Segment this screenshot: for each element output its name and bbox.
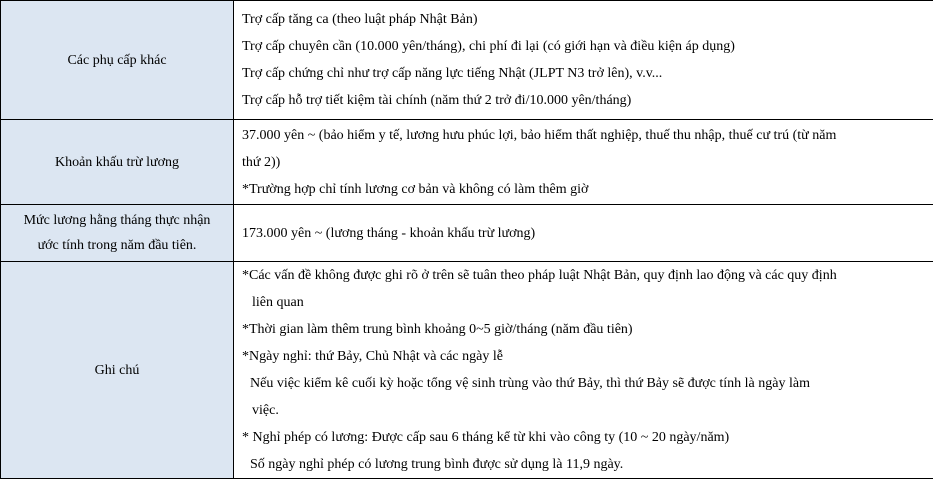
table-row-estimated-net-salary bbox=[1, 205, 933, 262]
allowance-savings: Trợ cấp hỗ trợ tiết kiệm tài chính (năm thứ 2 trở đi/10.000 yên/tháng) bbox=[242, 93, 632, 108]
table-row-other-allowances bbox=[1, 1, 933, 120]
table-row-salary-deductions bbox=[1, 120, 933, 205]
note-saturday-line-2: việc. bbox=[252, 403, 279, 418]
row-value-notes bbox=[234, 262, 933, 479]
net-salary-amount: 173.000 yên ~ (lương tháng - khoản khấu trừ lương) bbox=[242, 225, 536, 241]
row-label-notes: Ghi chú bbox=[1, 262, 234, 479]
table-row-notes bbox=[1, 262, 933, 479]
note-paid-leave: * Nghỉ phép có lương: Được cấp sau 6 tháng kể từ khi vào công ty (10 ~ 20 ngày/năm) bbox=[242, 430, 730, 445]
row-label-other-allowances: Các phụ cấp khác bbox=[1, 1, 234, 120]
allowance-certificate: Trợ cấp chứng chỉ như trợ cấp năng lực tiếng Nhật (JLPT N3 trở lên), v.v... bbox=[242, 66, 663, 81]
deduction-amount-line-2: thứ 2)) bbox=[242, 154, 281, 170]
allowance-overtime: Trợ cấp tăng ca (theo luật pháp Nhật Bản) bbox=[242, 12, 478, 27]
note-saturday-line-1: Nếu việc kiểm kê cuối kỳ hoặc tổng vệ sinh trùng vào thứ Bảy, thì thứ Bảy sẽ được tính là ngày làm bbox=[250, 376, 810, 391]
deduction-amount-line-1: 37.000 yên ~ (bảo hiểm y tế, lương hưu phúc lợi, bảo hiểm thất nghiệp, thuế thu nhập, thuế cư trú (từ năm bbox=[242, 127, 837, 143]
row-value-other-allowances bbox=[234, 1, 933, 120]
note-paid-leave-average: Số ngày nghỉ phép có lương trung bình được sử dụng là 11,9 ngày. bbox=[250, 457, 624, 472]
deduction-note: *Trường hợp chỉ tính lương cơ bản và không có làm thêm giờ bbox=[242, 181, 589, 197]
allowance-attendance-transport: Trợ cấp chuyên cần (10.000 yên/tháng), chi phí đi lại (có giới hạn và điều kiện áp dụng) bbox=[242, 39, 735, 54]
note-holidays: *Ngày nghỉ: thứ Bảy, Chủ Nhật và các ngày lễ bbox=[242, 349, 503, 364]
row-label-line-1: Mức lương hằng tháng thực nhận bbox=[23, 213, 211, 228]
note-legal-line-2: liên quan bbox=[252, 295, 304, 310]
row-label-salary-deductions: Khoản khấu trừ lương bbox=[1, 120, 234, 205]
row-value-estimated-net-salary bbox=[234, 205, 933, 262]
row-value-salary-deductions bbox=[234, 120, 933, 205]
row-label-line-2: ước tính trong năm đầu tiên. bbox=[37, 238, 197, 253]
note-overtime: *Thời gian làm thêm trung bình khoảng 0~5 giờ/tháng (năm đầu tiên) bbox=[242, 322, 633, 337]
row-label-estimated-net-salary bbox=[1, 205, 234, 262]
note-legal-line-1: *Các vấn đề không được ghi rõ ở trên sẽ tuân theo pháp luật Nhật Bản, quy định lao động và các quy định bbox=[242, 268, 837, 283]
